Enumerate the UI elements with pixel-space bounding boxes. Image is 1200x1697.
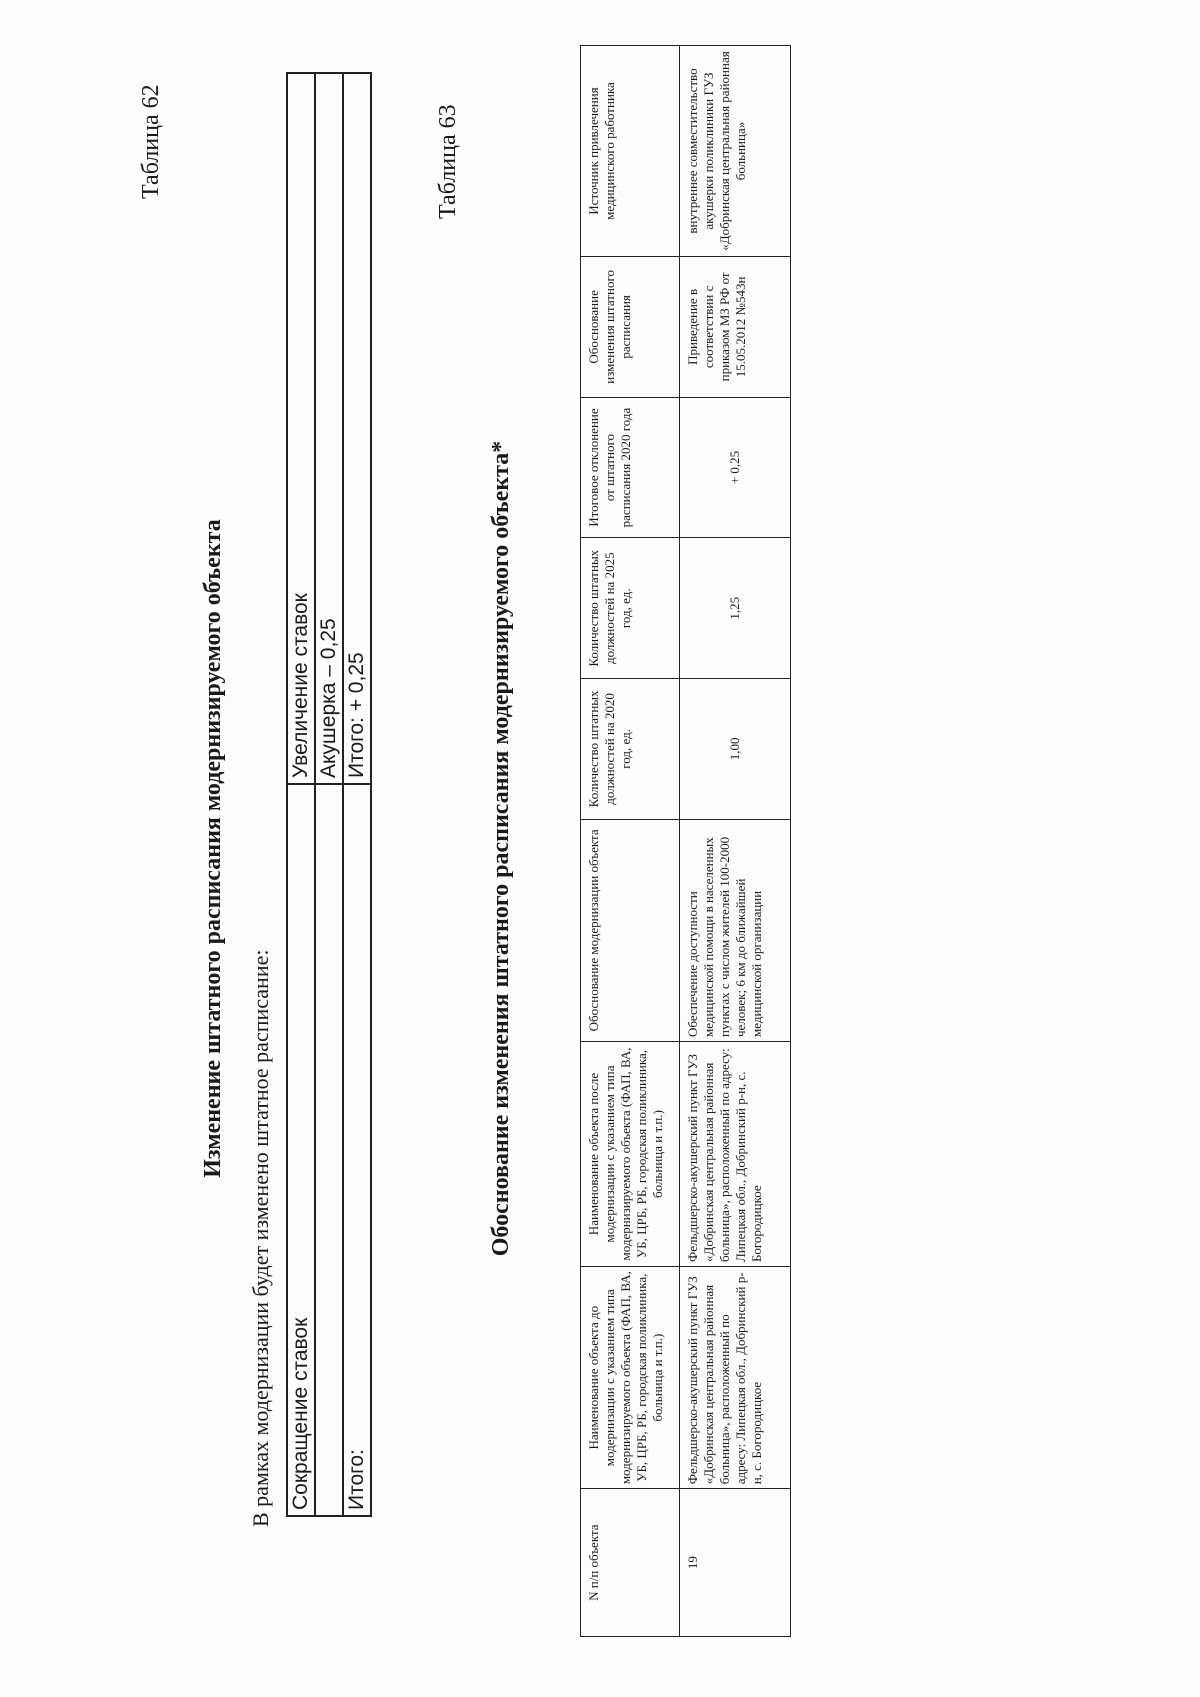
table-cell: Обеспечение доступности медицинской помощи в населенных пунктах с числом жителей 100-2000 человек; 6 км до ближайшей медицинской организации [680,819,791,1041]
table-cell: + 0,25 [680,397,791,538]
column-header: Источник привлечения медицинского работника [581,46,680,257]
table-cell: Акушерка – 0,25 [315,73,343,784]
table-cell: Фельдшерско-акушерский пункт ГУЗ «Добринская центральная районная больница», расположенный по адресу: Липецкая обл., Добринский р-н, с. Богородицкое [680,1267,791,1489]
table-cell: 1,00 [680,679,791,820]
table-cell: Увеличение ставок [287,73,315,784]
table-row [287,73,315,1516]
section-title-staff-justification: Обоснование изменения штатного расписания модернизируемого объекта* [488,440,514,1257]
table-row [343,73,371,1516]
table-cell: внутреннее совместительство акушерки поликлиники ГУЗ «Добринская центральная районная больница» [680,46,791,257]
table-cell: 19 [680,1489,791,1637]
column-header: Количество штатных должностей на 2020 год, ед. [581,679,680,820]
table-cell [315,784,343,1516]
table-cell: Фельдшерско-акушерский пункт ГУЗ «Добринская центральная районная больница», расположенный по адресу: Липецкая обл., Добринский р-н, с. Богородицкое [680,1041,791,1266]
column-header: Наименование объекта после модернизации с указанием типа модернизируемого объекта (ФАП, ВА, УБ, ЦРБ, РБ, городская поликлиника, больница и т.п.) [581,1041,680,1266]
table-cell: Итого: [343,784,371,1516]
column-header: Обоснование модернизации объекта [581,819,680,1041]
column-header: N п/п объекта [581,1489,680,1637]
table-cell: Итого: + 0,25 [343,73,371,784]
intro-paragraph: В рамках модернизации будет изменено штатное расписание: [248,949,273,1527]
column-header: Количество штатных должностей на 2025 год, ед. [581,538,680,679]
table-63 [580,45,791,1637]
table-62 [286,72,372,1517]
column-header: Итоговое отклонение от штатного расписания 2020 года [581,397,680,538]
table-63-caption: Таблица 63 [435,104,461,219]
column-header: Наименование объекта до модернизации с указанием типа модернизируемого объекта (ФАП, ВА, УБ, ЦРБ, РБ, городская поликлиника, больница и т.п.) [581,1267,680,1489]
section-title-staff-change: Изменение штатного расписания модернизируемого объекта [200,519,226,1178]
table-header-row [581,46,680,1637]
table-cell: Сокращение ставок [287,784,315,1516]
table-row [315,73,343,1516]
table-row [680,46,791,1637]
table-62-caption: Таблица 62 [138,84,164,199]
column-header: Обоснование изменения штатного расписания [581,257,680,398]
table-cell: Приведение в соответствии с приказом МЗ РФ от 15.05.2012 №543н [680,257,791,398]
table-cell: 1,25 [680,538,791,679]
